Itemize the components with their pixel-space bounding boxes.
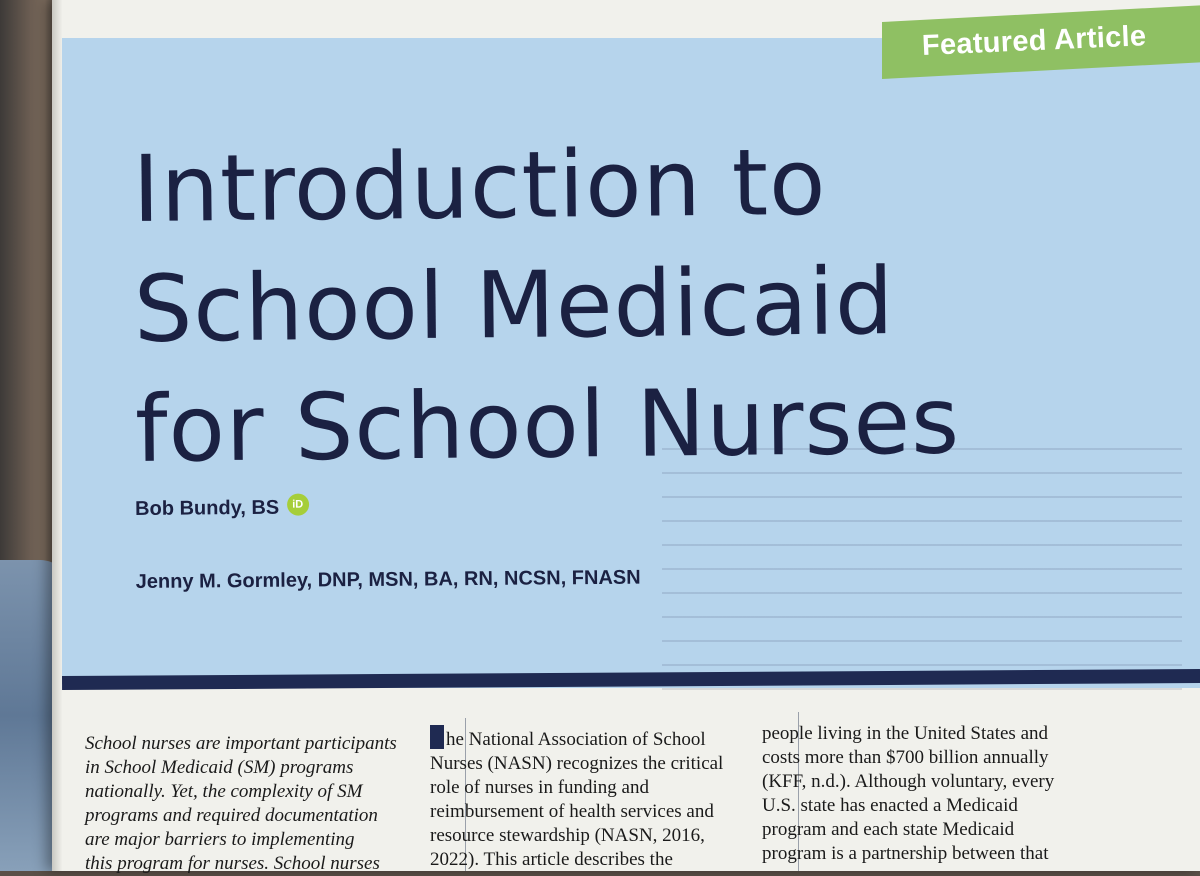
page-binding	[52, 0, 62, 871]
abstract-column	[85, 732, 410, 876]
title-line: School Medicaid	[133, 248, 895, 363]
abstract-line: nationally. Yet, the complexity of SM	[85, 781, 363, 802]
body-line	[430, 725, 730, 752]
abstract-line: School nurses are important participants	[85, 733, 397, 754]
drop-cap	[430, 725, 444, 749]
section-tag-label: Featured Article	[921, 20, 1147, 62]
body-line: resource stewardship (NASN, 2016,	[430, 825, 705, 846]
author-name: Jenny M. Gormley, DNP, MSN, BA, RN, NCSN, FNASN	[135, 566, 641, 593]
body-line: costs more than $700 billion annually	[762, 747, 1049, 768]
body-line: program and each state Medicaid	[762, 819, 1015, 840]
author-name	[135, 491, 640, 521]
body-line: Nurses (NASN) recognizes the critical	[430, 753, 724, 774]
body-line: 2022). This article describes the	[430, 849, 673, 870]
orcid-icon[interactable]: iD	[287, 493, 309, 515]
body-line: reimbursement of health services and	[430, 801, 714, 822]
abstract-line: programs and required documentation	[85, 805, 378, 826]
title-line: Introduction to	[132, 128, 827, 243]
article-title	[132, 120, 1136, 490]
abstract-line: are major barriers to implementing	[85, 829, 355, 850]
body-line-text: he National Association of School	[446, 729, 706, 750]
body-line: program is a partnership between that	[762, 843, 1049, 864]
body-line: role of nurses in funding and	[430, 777, 649, 798]
author-list	[135, 491, 641, 593]
abstract-line: in School Medicaid (SM) programs	[85, 757, 354, 778]
body-line: people living in the United States and	[762, 723, 1049, 744]
body-line: U.S. state has enacted a Medicaid	[762, 795, 1018, 816]
body-line: (KFF, n.d.). Although voluntary, every	[762, 771, 1055, 792]
title-line: for School Nurses	[134, 367, 961, 483]
body-column	[762, 722, 1062, 866]
author-name-text: Bob Bundy, BS	[135, 496, 280, 520]
body-column	[430, 725, 730, 872]
abstract-line: this program for nurses. School nurses	[85, 853, 380, 874]
